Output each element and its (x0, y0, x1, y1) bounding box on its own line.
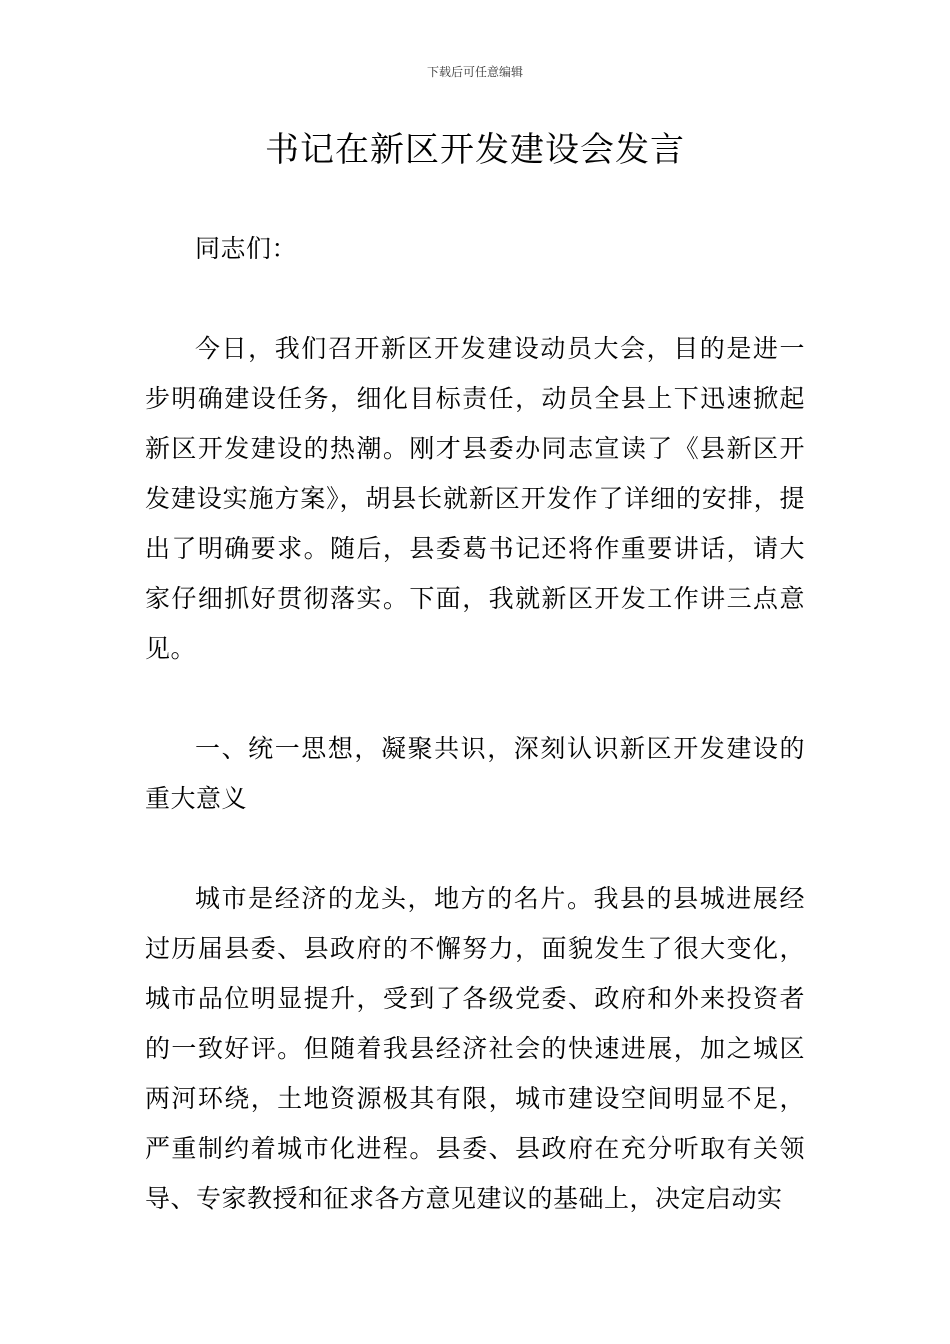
paragraph-intro: 今日，我们召开新区开发建设动员大会，目的是进一步明确建设任务，细化目标责任，动员全县上下迅速掀起新区开发建设的热潮。刚才县委办同志宣读了《县新区开发建设实施方案》，胡县长就新区开发作了详细的安排，提出了明确要求。随后，县委葛书记还将作重要讲话，请大家仔细抓好贯彻落实。下面，我就新区开发工作讲三点意见。 (145, 334, 805, 663)
section-heading-1: 一、统一思想，凝聚共识，深刻认识新区开发建设的重大意义 (145, 734, 805, 813)
document-title: 书记在新区开发建设会发言 (265, 130, 685, 170)
header-note: 下载后可任意编辑 (426, 65, 523, 79)
paragraph-section-1: 城市是经济的龙头，地方的名片。我县的县城进展经过历届县委、县政府的不懈努力，面貌发生了很大变化，城市品位明显提升，受到了各级党委、政府和外来投资者的一致好评。但随着我县经济社会的快速进展，加之城区两河环绕，土地资源极其有限，城市建设空间明显不足，严重制约着城市化进程。县委、县政府在充分听取有关领导、专家教授和征求各方意见建议的基础上，决定启动实 (145, 884, 805, 1213)
salutation: 同志们： (195, 234, 298, 263)
document-body (145, 224, 805, 1274)
